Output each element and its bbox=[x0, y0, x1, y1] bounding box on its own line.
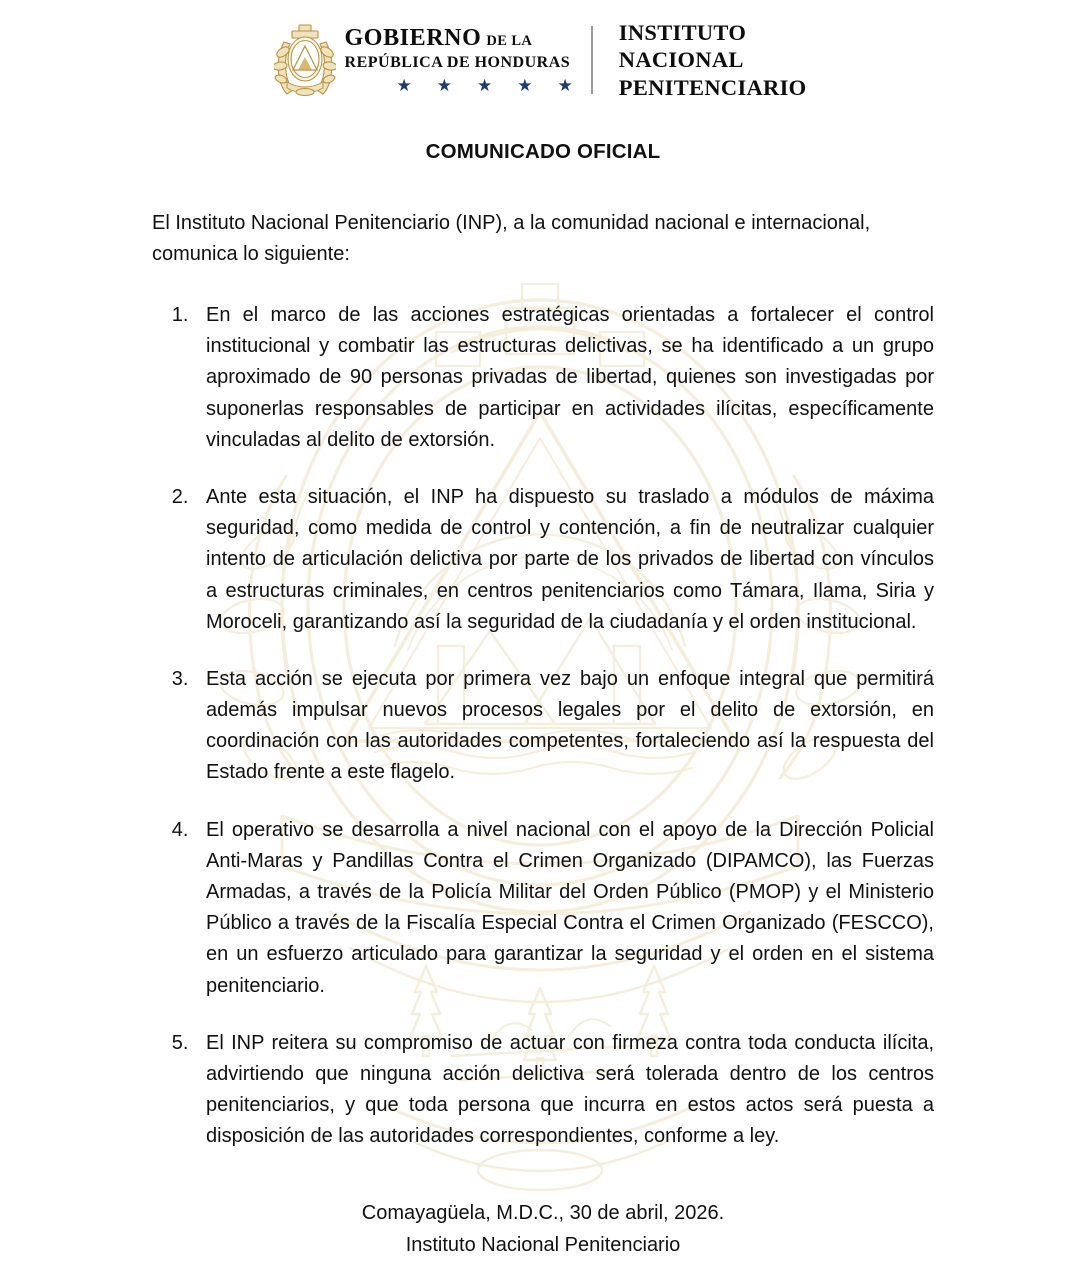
document-header bbox=[0, 0, 1080, 100]
list-item: 2. Ante esta situación, el INP ha dispuesto su traslado a módulos de máxima seguridad, como medida de control y contención, a fin de neutralizar cualquier intento de articulación delictiva por parte de los privados de libertad con vínculos a estructuras criminales, en centros penitenciarios como Támara, Ilama, Siria y Moroceli, garantizando así la seguridad de la ciudadanía y el orden institucional. bbox=[194, 482, 934, 638]
footer-signature: Instituto Nacional Penitenciario bbox=[405, 1233, 681, 1256]
government-logo bbox=[274, 22, 573, 98]
honduras-coat-of-arms-icon bbox=[274, 22, 336, 98]
institute-line-1: INSTITUTO bbox=[618, 19, 747, 45]
institute-line-2: NACIONAL bbox=[618, 47, 744, 73]
republica-de-honduras-text: REPÚBLICA DE HONDURAS bbox=[344, 54, 571, 71]
institute-wordmark bbox=[619, 19, 807, 101]
list-item: 5. El INP reitera su compromiso de actuar con firmeza contra toda conducta ilícita, advirtiendo que ninguna acción delictiva será tolerada dentro de los centros penitenciarios, y que toda persona que incurra en estos actos será puesta a disposición de las autoridades correspondientes, conforme a ley. bbox=[194, 1028, 934, 1153]
star-icon: ★ bbox=[396, 76, 412, 95]
gobierno-line bbox=[345, 26, 533, 50]
document-content bbox=[0, 140, 1080, 1261]
stars-row bbox=[345, 77, 573, 94]
numbered-list bbox=[152, 300, 934, 1153]
list-item: 3. Esta acción se ejecuta por primera vez bajo un enfoque integral que permitirá además impulsar nuevos procesos legales por el delito de extorsión, en coordinación con las autoridades competentes, fortaleciendo así la respuesta del Estado frente a este flagelo. bbox=[194, 664, 934, 789]
star-icon: ★ bbox=[557, 76, 573, 95]
government-wordmark bbox=[345, 26, 573, 94]
footer-place-date: Comayagüela, M.D.C., 30 de abril, 2026. bbox=[361, 1201, 725, 1224]
page-title: COMUNICADO OFICIAL bbox=[425, 140, 661, 163]
de-la-text: DE LA bbox=[486, 33, 533, 49]
intro-paragraph: El Instituto Nacional Penitenciario (INP), a la comunidad nacional e internacional, comunica lo siguiente: bbox=[152, 212, 871, 265]
header-divider bbox=[591, 26, 593, 94]
list-item: 4. El operativo se desarrolla a nivel nacional con el apoyo de la Dirección Policial Anti-Maras y Pandillas Contra el Crimen Organizado (DIPAMCO), las Fuerzas Armadas, a través de la Policía Militar del Orden Público (PMOP) y el Ministerio Público a través de la Fiscalía Especial Contra el Crimen Organizado (FESCCO), en un esfuerzo articulado para garantizar la seguridad y el orden en el sistema penitenciario. bbox=[194, 815, 934, 1002]
institute-line-3: PENITENCIARIO bbox=[618, 74, 807, 100]
list-item: 1. En el marco de las acciones estratégicas orientadas a fortalecer el control institucional y combatir las estructuras delictivas, se ha identificado a un grupo aproximado de 90 personas privadas de libertad, quienes son investigadas por suponerlas responsables de participar en actividades ilícitas, específicamente vinculadas al delito de extorsión. bbox=[194, 300, 934, 456]
star-icon: ★ bbox=[477, 76, 493, 95]
star-icon: ★ bbox=[436, 76, 453, 95]
star-icon: ★ bbox=[517, 76, 533, 95]
document-footer bbox=[152, 1197, 934, 1261]
gobierno-text: GOBIERNO bbox=[344, 25, 482, 51]
